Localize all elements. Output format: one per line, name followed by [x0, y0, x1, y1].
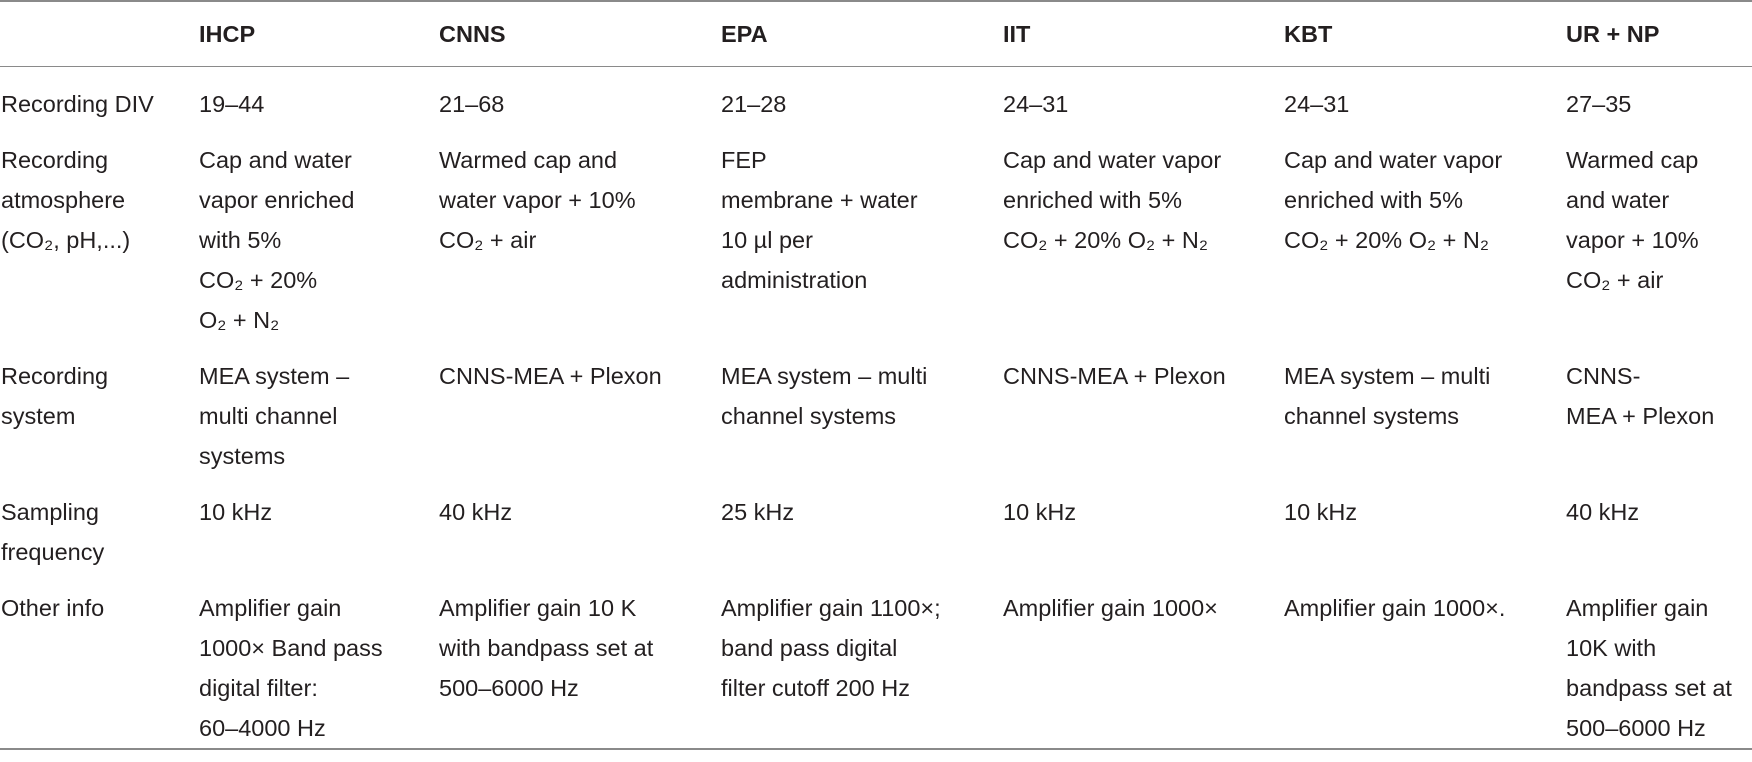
table-row-recording-atmosphere: [0, 124, 1752, 340]
table-cell: FEP membrane + water 10 µl per administration: [721, 147, 918, 293]
table-row-recording-system: [0, 340, 1752, 476]
table-cell: Warmed cap and water vapor + 10% CO₂ + air: [1566, 147, 1699, 293]
table-cell: 21–28: [721, 91, 787, 117]
table-cell: Amplifier gain 1000×: [1003, 595, 1218, 621]
table-row-sampling-frequency: [0, 476, 1752, 572]
table-cell: 40 kHz: [1566, 499, 1640, 525]
row-label: Recording atmosphere (CO₂, pH,...): [1, 147, 131, 253]
table-row-other-info: [0, 572, 1752, 749]
table-cell: Amplifier gain 1000×.: [1284, 595, 1506, 621]
table-cell: 10 kHz: [1003, 499, 1077, 525]
table-cell: CNNS- MEA + Plexon: [1566, 363, 1715, 429]
table-cell: Cap and water vapor enriched with 5% CO₂ + 20% O₂ + N₂: [1003, 147, 1222, 253]
table-cell: 25 kHz: [721, 499, 795, 525]
header-cell-cnns: CNNS: [439, 21, 506, 47]
table-cell: CNNS-MEA + Plexon: [1003, 363, 1226, 389]
table-cell: 24–31: [1003, 91, 1069, 117]
table-cell: CNNS-MEA + Plexon: [439, 363, 662, 389]
table-cell: 24–31: [1284, 91, 1350, 117]
table-cell: Amplifier gain 1000× Band pass digital filter: 60–4000 Hz: [199, 595, 383, 741]
table-cell: MEA system – multi channel systems: [721, 363, 928, 429]
table-cell: MEA system – multi channel systems: [1284, 363, 1491, 429]
table-body: [0, 67, 1752, 750]
table-cell: 27–35: [1566, 91, 1632, 117]
table-cell: Cap and water vapor enriched with 5% CO₂ + 20% O₂ + N₂: [199, 147, 355, 333]
table-cell: 19–44: [199, 91, 265, 117]
row-label: Sampling frequency: [1, 499, 105, 565]
table-cell: Warmed cap and water vapor + 10% CO₂ + air: [439, 147, 636, 253]
header-cell-kbt: KBT: [1284, 21, 1333, 47]
table-cell: 40 kHz: [439, 499, 513, 525]
table-header: [0, 1, 1752, 67]
table-cell: Amplifier gain 10 K with bandpass set at 500–6000 Hz: [439, 595, 654, 701]
table-cell: 21–68: [439, 91, 505, 117]
table-cell: 10 kHz: [1284, 499, 1358, 525]
header-cell-ihcp: IHCP: [199, 21, 256, 47]
header-row: [0, 1, 1752, 67]
row-label: Recording system: [1, 363, 109, 429]
table-cell: Amplifier gain 10K with bandpass set at 500–6000 Hz: [1566, 595, 1732, 741]
row-label: Other info: [1, 595, 105, 621]
table-cell: MEA system – multi channel systems: [199, 363, 350, 469]
table-cell: Cap and water vapor enriched with 5% CO₂ + 20% O₂ + N₂: [1284, 147, 1503, 253]
header-cell-ur-np: UR + NP: [1566, 21, 1660, 47]
row-label: Recording DIV: [1, 91, 154, 117]
table-row-recording-div: [0, 67, 1752, 125]
header-cell-iit: IIT: [1003, 21, 1031, 47]
header-cell-epa: EPA: [721, 21, 768, 47]
table-cell: Amplifier gain 1100×; band pass digital filter cutoff 200 Hz: [721, 595, 941, 701]
header-cell-empty: [0, 1, 199, 67]
table-cell: 10 kHz: [199, 499, 273, 525]
